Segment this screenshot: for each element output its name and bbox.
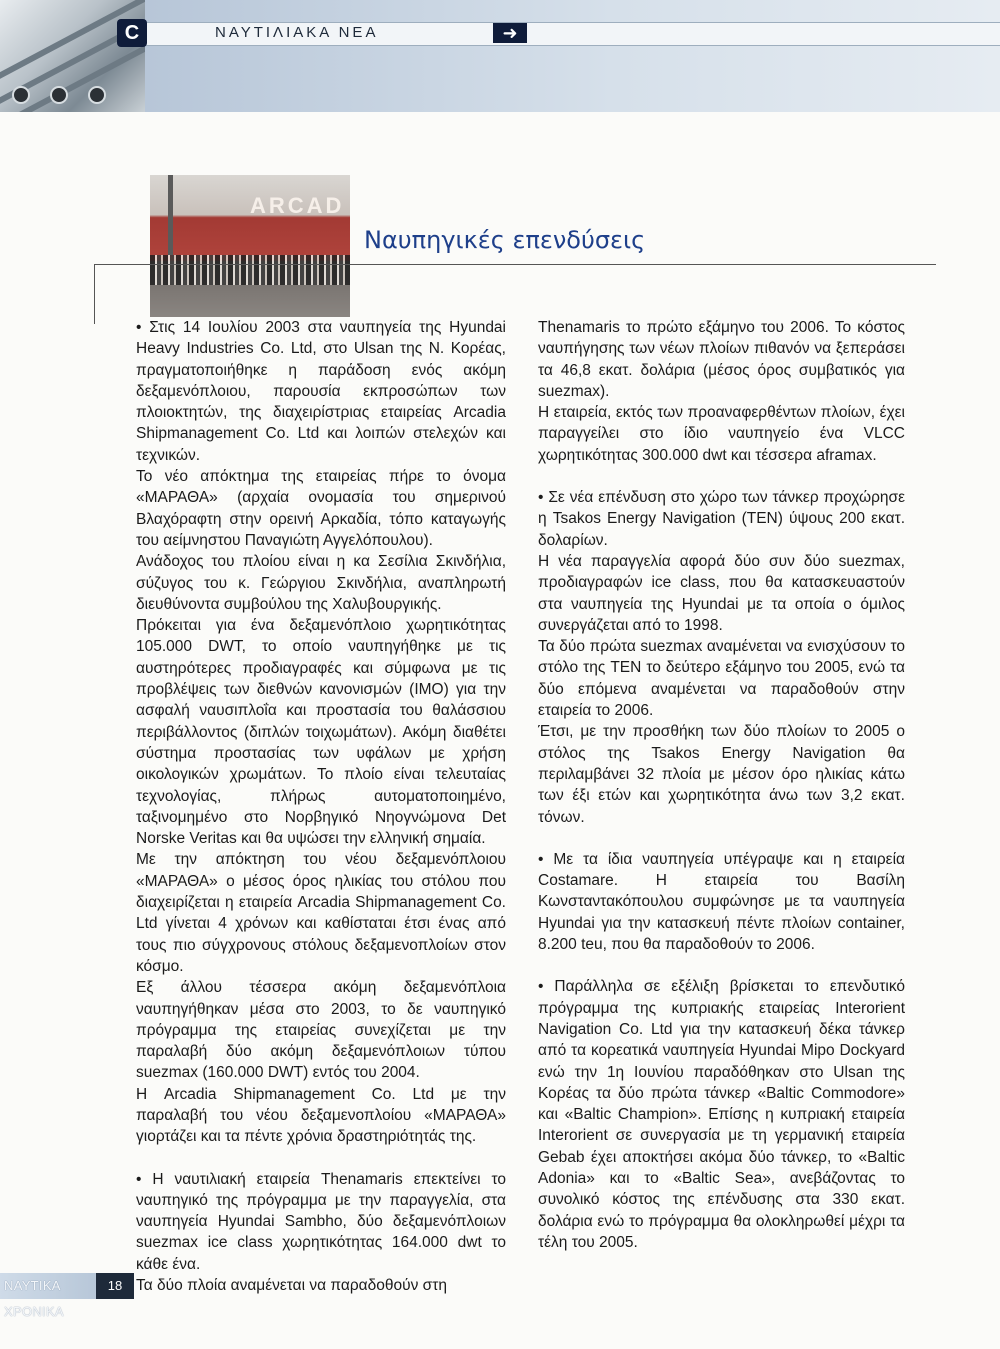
paragraph: Η νέα παραγγελία αφορά δύο συν δύο suezmax, προδιαγραφών ice class, που θα κατασκευαστούν στα ναυπηγεία της Hyundai με τα οποία ο όμιλος συνεργάζεται από το 1998. — [538, 552, 905, 634]
paragraph: • Με τα ίδια ναυπηγεία υπέγραψε και η εταιρεία Costamare. Η εταιρεία του Βασίλη Κωνσταντακόπουλου συμφώνησε με τα ναυπηγεία Hyundai για την κατασκευή πέντε πλοίων container, 8.200 teu, που θα παραδοθούν το 2006. — [538, 850, 905, 954]
article-title: Ναυπηγικές επενδύσεις — [364, 226, 646, 254]
footer-tab — [0, 1273, 134, 1319]
paragraph: Με την απόκτηση του νέου δεξαμενόπλοιου «ΜΑΡΑΘΑ» ο μέσος όρος ηλικίας του στόλου που διαχειρίζεται η εταιρεία Arcadia Shipmanagement Co. Ltd γίνεται 4 χρόνων και καθίσταται έτσι ένας από τους πιο σύγχρονους στόλους δεξαμενοπλοίων στον κόσμο. — [136, 851, 506, 975]
paragraph: Έτσι, με την προσθήκη των δύο πλοίων το 2005 ο στόλος της Tsakos Energy Navigation θα περιλαμβάνει 32 πλοία με μέσον όρο ηλικίας κάτω των έξι ετών και χωρητικότητα άνω των 3,2 εκατ. τόνων. — [538, 723, 905, 826]
section-label: ΝΑΥΤΙΛΙΑΚΑ ΝΕΑ — [215, 24, 379, 41]
paragraph: Τα δύο πρώτα suezmax αναμένεται να ενισχύσουν το στόλο της TEN το δεύτερο εξάμηνο του 2005, ενώ τα δύο επόμενα αναμένεται να παραδοθούν στην εταιρεία το 2006. — [538, 638, 905, 720]
magazine-name: ΝΑΥΤΙΚΑ ΧΡΟΝΙΚΑ — [4, 1278, 64, 1319]
article-column-left — [136, 317, 506, 1296]
paragraph: Η εταιρεία, εκτός των προαναφερθέντων πλοίων, έχει παραγγείλει στο ίδιο ναυπηγείο ένα VLCC χωρητικότητας 300.000 dwt και τέσσερα aframax. — [538, 404, 905, 464]
paragraph: Η Arcadia Shipmanagement Co. Ltd με την παραλαβή του νέου δεξαμενοπλοίου «ΜΑΡΑΘΑ» γιορτάζει και τα πέντε χρόνια δραστηριότητάς της. — [136, 1085, 506, 1146]
hull-lettering: ARCAD — [250, 193, 345, 218]
crowd-shape — [150, 255, 350, 285]
page-number: 18 — [96, 1273, 134, 1299]
paragraph: • Παράλληλα σε εξέλιξη βρίσκεται το επενδυτικό πρόγραμμα της κυπριακής εταιρείας Interorient Navigation Co. Ltd για την κατασκευή δέκα τάνκερ από τα κορεατικά ναυπηγεία Hyundai Mipo Dockyard ενώ την 1η Ιουνίου παραδόθηκαν στο Ulsan της Κορέας τα δύο πρώτα τάνκερ «Baltic Commodore» και «Baltic Champion». Επίσης η κυπριακή εταιρεία Interorient σε συνεργασία με τη γερμανική εταιρεία Gebab έχει αποκτήσει ακόμα δύο τάνκερ, το «Baltic Adonia» και το «Baltic Sea», ανεβάζοντας το συνολικό κόστος της επένδυσης στα 330 εκατ. δολάρια ενώ το πρόγραμμα θα ολοκληρωθεί μέχρι τα τέλη του 2005. — [538, 978, 905, 1251]
article-column-right — [538, 317, 905, 1253]
paragraph: • Η ναυτιλιακή εταιρεία Thenamaris επεκτείνει το ναυπηγικό της πρόγραμμα με την παραγγελία, στα ναυπηγεία Hyundai Sambho, δύο δεξαμενόπλοιων suezmax ice class χωρητικότητας 164.000 dwt το κάθε ένα. — [136, 1170, 506, 1273]
paragraph: • Σε νέα επένδυση στο χώρο των τάνκερ προχώρησε η Tsakos Energy Navigation (TEN) ύψους 200 εκατ. δολαρίων. — [538, 489, 905, 549]
paragraph: Εξ άλλου τέσσερα ακόμη δεξαμενόπλοια ναυπηγήθηκαν μέσα στο 2003, το δε ναυπηγικό πρόγραμμα της εταιρείας συνεχίζεται με την παραλαβή δύο ακόμη δεξαμενόπλοιων τύπου suezmax (160.000 DWT) εντός του 2004. — [136, 979, 506, 1082]
header-ship-photo — [0, 0, 145, 112]
paragraph: Τα δύο πλοία αναμένεται να παραδοθούν στη — [136, 1277, 447, 1295]
article-photo — [150, 175, 350, 317]
paragraph: Το νέο απόκτημα της εταιρείας πήρε το όνομα «ΜΑΡΑΘΑ» (αρχαία ονομασία του σημερινού Βλαχόραφτη στην ορεινή Αρκαδία, τόπο καταγωγής του αείμνηστου Παναγιώτη Αγγελόπουλου). — [136, 468, 506, 549]
header-band — [145, 0, 1000, 112]
paragraph: Ανάδοχος του πλοίου είναι η κα Σεσίλια Σκινδήλια, σύζυγος του κ. Γεώργιου Σκινδήλια, αναπληρωτή διευθύνοντα συμβούλου της Χαλυβουργικής. — [136, 553, 506, 613]
crane-shape — [168, 175, 173, 255]
logo-icon: C — [117, 19, 147, 47]
paragraph: Thenamaris το πρώτο εξάμηνο του 2006. Το κόστος ναυπήγησης των νέων πλοίων πιθανόν να ξεπεράσει τα 46,8 εκατ. δολάρια (μέσος όρος συμβατικός για suezmax). — [538, 319, 905, 400]
arrow-right-icon: ➜ — [493, 23, 527, 43]
title-rule-vertical — [94, 264, 95, 324]
paragraph: • Στις 14 Ιουλίου 2003 στα ναυπηγεία της Hyundai Heavy Industries Co. Ltd, στο Ulsan της Ν. Κορέας, πραγματοποιήθηκε η παράδοση ενός ακόμη δεξαμενόπλοιου, παρουσία εκπροσώπων των πλοιοκτητών, της διαχειρίστριας εταιρείας Arcadia Shipmanagement Co. Ltd και λοιπών στελεχών και τεχνικών. — [136, 319, 506, 464]
paragraph: Πρόκειται για ένα δεξαμενόπλοιο χωρητικότητας 105.000 DWT, το οποίο ναυπηγήθηκε με τις αυστηρότερες προδιαγραφές και σύμφωνα με τις προβλέψεις των διεθνών κανονισμών (ΙΜΟ) για την ασφαλή ναυσιπλοΐα και προστασία του θαλάσσιου περιβάλλοντος (διπλών τοιχωμάτων). Ακόμη διαθέτει σύστημα προστασίας των υφάλων με χρήση οικολογικών χρωμάτων. Το πλοίο είναι τελευταίας τεχνολογίας, πλήρως αυτοματοποιημένο, ταξινομημένο στο Νορβηγικό Νηογνώμονα Det Norske Veritas και θα υψώσει την ελληνική σημαία. — [136, 617, 506, 848]
title-rule — [94, 264, 936, 265]
